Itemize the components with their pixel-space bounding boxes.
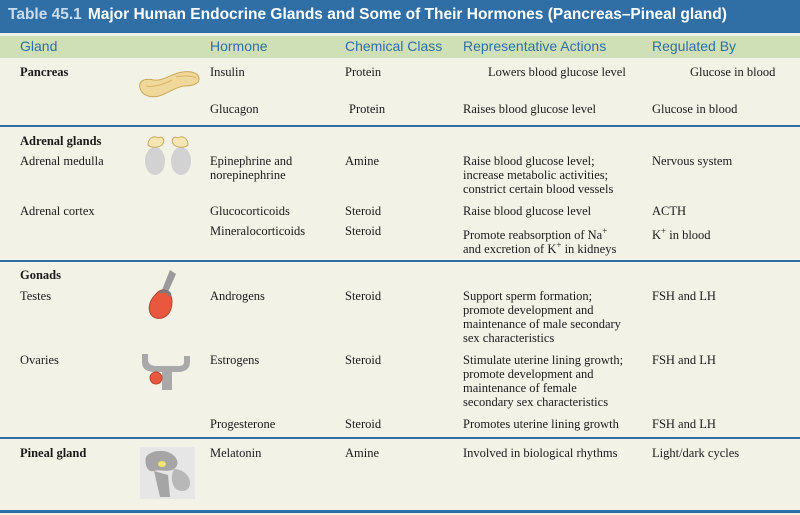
action-estrogens-l1: Stimulate uterine lining growth;: [463, 353, 624, 367]
class-mineralocorticoids: Steroid: [345, 224, 382, 238]
action-mineralocorticoids-l2: and excretion of K+ in kidneys: [463, 240, 617, 257]
regulated-progesterone: FSH and LH: [652, 417, 716, 431]
class-androgens: Steroid: [345, 289, 382, 303]
table-title: [8, 6, 727, 24]
table-number: Table 45.1: [8, 6, 82, 23]
action-progesterone: Promotes uterine lining growth: [463, 417, 619, 431]
section-divider: [0, 437, 800, 439]
class-melatonin: Amine: [345, 446, 380, 460]
section-divider: [0, 125, 800, 127]
hormone-epinephrine-l2: norepinephrine: [210, 168, 286, 182]
header-representative-actions: Representative Actions: [463, 38, 607, 54]
pineal-gland-illustration: [140, 447, 195, 499]
regulated-estrogens: FSH and LH: [652, 353, 716, 367]
gland-pineal: Pineal gland: [20, 446, 87, 460]
header-hormone: Hormone: [210, 38, 268, 54]
hormone-androgens: Androgens: [210, 289, 265, 303]
gland-testes: Testes: [20, 289, 52, 303]
action-melatonin: Involved in biological rhythms: [463, 446, 618, 460]
header-chemical-class: Chemical Class: [345, 38, 443, 54]
gland-adrenal-cortex: Adrenal cortex: [20, 204, 95, 218]
regulated-epinephrine: Nervous system: [652, 154, 733, 168]
action-estrogens-l2: promote development and: [463, 367, 594, 381]
table-bottom-rule: [0, 510, 800, 513]
action-glucagon: Raises blood glucose level: [463, 102, 596, 116]
gland-adrenal-medulla: Adrenal medulla: [20, 154, 104, 168]
header-gland: Gland: [20, 38, 58, 54]
header-regulated-by: Regulated By: [652, 38, 737, 54]
action-estrogens-l3: maintenance of female: [463, 381, 577, 395]
adrenal-glands-illustration: [138, 132, 198, 178]
hormone-melatonin: Melatonin: [210, 446, 262, 460]
hormone-glucocorticoids: Glucocorticoids: [210, 204, 290, 218]
class-glucagon: Protein: [349, 102, 386, 116]
gland-adrenal: Adrenal glands: [20, 134, 102, 148]
table-header-row: [0, 36, 800, 58]
action-insulin: Lowers blood glucose level: [488, 65, 626, 79]
hormone-estrogens: Estrogens: [210, 353, 260, 367]
action-androgens-l2: promote development and: [463, 303, 594, 317]
regulated-androgens: FSH and LH: [652, 289, 716, 303]
class-glucocorticoids: Steroid: [345, 204, 382, 218]
regulated-glucocorticoids: ACTH: [652, 204, 687, 218]
hormone-insulin: Insulin: [210, 65, 245, 79]
action-epinephrine-l2: increase metabolic activities;: [463, 168, 609, 182]
table-title-text: Major Human Endocrine Glands and Some of Their Hormones (Pancreas–Pineal gland): [87, 6, 727, 23]
gland-ovaries: Ovaries: [20, 353, 59, 367]
class-estrogens: Steroid: [345, 353, 382, 367]
gland-gonads: Gonads: [20, 268, 61, 282]
class-epinephrine: Amine: [345, 154, 380, 168]
action-estrogens-l4: secondary sex characteristics: [463, 395, 609, 409]
action-epinephrine-l3: constrict certain blood vessels: [463, 182, 614, 196]
hormone-mineralocorticoids: Mineralocorticoids: [210, 224, 306, 238]
hormone-glucagon: Glucagon: [210, 102, 259, 116]
action-androgens-l3: maintenance of male secondary: [463, 317, 621, 331]
action-epinephrine-l1: Raise blood glucose level;: [463, 154, 595, 168]
action-glucocorticoids: Raise blood glucose level: [463, 204, 592, 218]
ovary-illustration: [138, 350, 194, 394]
gland-pancreas: Pancreas: [20, 65, 69, 79]
hormone-progesterone: Progesterone: [210, 417, 276, 431]
testis-illustration: [140, 268, 184, 324]
regulated-melatonin: Light/dark cycles: [652, 446, 740, 460]
action-mineralocorticoids-l1: Promote reabsorption of Na+: [463, 226, 608, 243]
action-androgens-l1: Support sperm formation;: [463, 289, 593, 303]
hormone-epinephrine-l1: Epinephrine and: [210, 154, 293, 168]
section-divider: [0, 260, 800, 262]
pancreas-illustration: [136, 66, 202, 100]
action-androgens-l4: sex characteristics: [463, 331, 555, 345]
class-progesterone: Steroid: [345, 417, 382, 431]
regulated-mineralocorticoids: K+ in blood: [652, 226, 711, 243]
regulated-insulin: Glucose in blood: [690, 65, 776, 79]
table-title-bar: [0, 0, 800, 33]
class-insulin: Protein: [345, 65, 382, 79]
regulated-glucagon: Glucose in blood: [652, 102, 738, 116]
